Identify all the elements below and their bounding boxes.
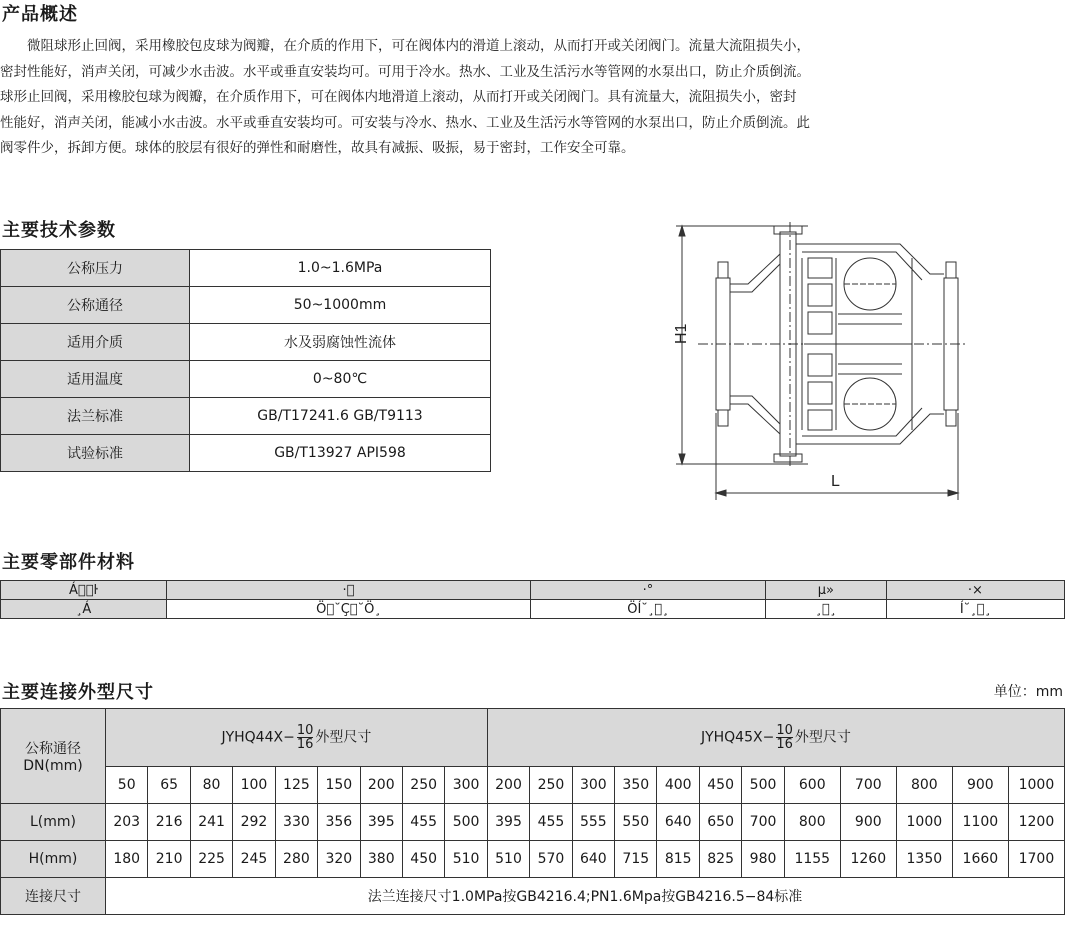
length-cell: 216 bbox=[148, 804, 190, 841]
overview-paragraph bbox=[0, 34, 1065, 162]
length-cell: 203 bbox=[106, 804, 148, 841]
group-model: JYHQ44X− bbox=[221, 729, 295, 746]
materials-header-row bbox=[1, 581, 1065, 600]
params-title: 主要技术参数 bbox=[2, 220, 116, 241]
fraction-denominator: 16 bbox=[296, 737, 314, 752]
length-cell: 800 bbox=[784, 804, 840, 841]
overview-line: 微阻球形止回阀，采用橡胶包皮球为阀瓣，在介质的作用下，可在阀体内的滑道上滚动，从而打开或关闭阀门。流量大流阻损失小， bbox=[0, 38, 810, 54]
overview-line: 球形止回阀，采用橡胶包球为阀瓣，在介质作用下，可在阀体内地滑道上滚动，从而打开或关闭阀门。具有流量大，流阻损失小，密封 bbox=[0, 89, 797, 105]
materials-title: 主要零部件材料 bbox=[2, 552, 135, 573]
height-row bbox=[1, 841, 1065, 878]
params-row bbox=[1, 398, 491, 435]
length-cell: 550 bbox=[615, 804, 657, 841]
materials-cell: Ö￿˘Ç￿˘Ö¸ bbox=[167, 600, 531, 619]
length-cell: 555 bbox=[572, 804, 614, 841]
dn-cell: 50 bbox=[106, 767, 148, 804]
height-row-label: H(mm) bbox=[1, 841, 106, 878]
height-cell: 210 bbox=[148, 841, 190, 878]
height-cell: 1700 bbox=[1008, 841, 1064, 878]
length-cell: 241 bbox=[190, 804, 232, 841]
params-row bbox=[1, 435, 491, 472]
length-cell: 900 bbox=[840, 804, 896, 841]
length-cell: 650 bbox=[699, 804, 741, 841]
dn-row bbox=[1, 767, 1065, 804]
connection-standard: 法兰连接尺寸1.0MPa按GB4216.4;PN1.6Mpa按GB4216.5−84标准 bbox=[106, 878, 1065, 915]
length-cell: 292 bbox=[233, 804, 275, 841]
connection-row-label: 连接尺寸 bbox=[1, 878, 106, 915]
param-key: 公称通径 bbox=[1, 287, 190, 324]
param-value: 50~1000mm bbox=[190, 287, 491, 324]
height-cell: 570 bbox=[530, 841, 572, 878]
height-cell: 815 bbox=[657, 841, 699, 878]
dn-cell: 200 bbox=[487, 767, 529, 804]
overview-line: 性能好，消声关闭，能减小水击波。水平或垂直安装均可。可安装与冷水、热水、工业及生活污水等管网的水泵出口，防止介质倒流。此 bbox=[0, 114, 810, 131]
length-cell: 1200 bbox=[1008, 804, 1064, 841]
dn-cell: 300 bbox=[445, 767, 487, 804]
length-row bbox=[1, 804, 1065, 841]
dims-corner-line: 公称通径 bbox=[25, 741, 81, 757]
dn-cell: 350 bbox=[615, 767, 657, 804]
materials-cell: ¸Á bbox=[1, 600, 167, 619]
valve-drawing bbox=[668, 218, 968, 503]
materials-cell: Í˘¸￿¸ bbox=[886, 600, 1064, 619]
length-cell: 395 bbox=[487, 804, 529, 841]
param-value: GB/T13927 API598 bbox=[190, 435, 491, 472]
length-cell: 500 bbox=[445, 804, 487, 841]
dims-title: 主要连接外型尺寸 bbox=[2, 682, 154, 703]
pressure-fraction bbox=[776, 724, 793, 751]
group-model: JYHQ45X− bbox=[700, 729, 775, 746]
dn-cell: 200 bbox=[360, 767, 402, 804]
dn-cell: 250 bbox=[402, 767, 444, 804]
height-cell: 380 bbox=[360, 841, 402, 878]
materials-header-cell: ·￿ bbox=[167, 581, 531, 600]
dims-group-row bbox=[1, 709, 1065, 767]
length-cell: 330 bbox=[275, 804, 317, 841]
height-cell: 510 bbox=[487, 841, 529, 878]
materials-cell: ¸￿¸ bbox=[765, 600, 886, 619]
length-cell: 640 bbox=[657, 804, 699, 841]
overview-title: 产品概述 bbox=[2, 4, 78, 25]
height-cell: 640 bbox=[572, 841, 614, 878]
dn-cell: 700 bbox=[840, 767, 896, 804]
height-cell: 1660 bbox=[952, 841, 1008, 878]
dn-cell: 80 bbox=[190, 767, 232, 804]
group-header-jyhq45x bbox=[487, 709, 1064, 767]
fraction-numerator: 10 bbox=[776, 723, 793, 738]
param-key: 法兰标准 bbox=[1, 398, 190, 435]
params-table bbox=[0, 249, 491, 472]
dims-corner-cell bbox=[1, 709, 106, 804]
height-cell: 245 bbox=[233, 841, 275, 878]
dimensions-table bbox=[0, 708, 1065, 915]
materials-cell: ÖÍ˘¸￿¸ bbox=[530, 600, 765, 619]
height-cell: 980 bbox=[742, 841, 784, 878]
length-cell: 356 bbox=[318, 804, 360, 841]
connection-row bbox=[1, 878, 1065, 915]
param-value: 0~80℃ bbox=[190, 361, 491, 398]
materials-table bbox=[0, 580, 1065, 619]
dn-cell: 400 bbox=[657, 767, 699, 804]
dn-cell: 250 bbox=[530, 767, 572, 804]
dn-cell: 450 bbox=[699, 767, 741, 804]
dn-cell: 800 bbox=[896, 767, 952, 804]
height-cell: 715 bbox=[615, 841, 657, 878]
dn-cell: 900 bbox=[952, 767, 1008, 804]
dn-cell: 300 bbox=[572, 767, 614, 804]
fraction-numerator: 10 bbox=[296, 723, 314, 738]
dimension-h1-label: H1 bbox=[673, 323, 690, 344]
length-cell: 395 bbox=[360, 804, 402, 841]
param-key: 试验标准 bbox=[1, 435, 190, 472]
param-key: 适用温度 bbox=[1, 361, 190, 398]
unit-label: 单位：mm bbox=[993, 684, 1063, 700]
materials-header-cell: ·× bbox=[886, 581, 1064, 600]
param-key: 公称压力 bbox=[1, 250, 190, 287]
dimension-l-label: L bbox=[831, 473, 840, 490]
height-cell: 1260 bbox=[840, 841, 896, 878]
param-value: 水及弱腐蚀性流体 bbox=[190, 324, 491, 361]
params-row bbox=[1, 324, 491, 361]
dn-cell: 65 bbox=[148, 767, 190, 804]
length-row-label: L(mm) bbox=[1, 804, 106, 841]
overview-line: 密封性能好，消声关闭，可减少水击波。水平或垂直安装均可。可用于冷水。热水、工业及生活污水等管网的水泵出口，防止介质倒流。 bbox=[0, 63, 810, 80]
dn-cell: 150 bbox=[318, 767, 360, 804]
group-suffix: 外型尺寸 bbox=[794, 729, 851, 746]
param-value: GB/T17241.6 GB/T9113 bbox=[190, 398, 491, 435]
height-cell: 280 bbox=[275, 841, 317, 878]
dims-corner-line: DN(mm) bbox=[23, 758, 83, 774]
params-row bbox=[1, 287, 491, 324]
dn-cell: 600 bbox=[784, 767, 840, 804]
param-key: 适用介质 bbox=[1, 324, 190, 361]
height-cell: 320 bbox=[318, 841, 360, 878]
dn-cell: 100 bbox=[233, 767, 275, 804]
height-cell: 1155 bbox=[784, 841, 840, 878]
height-cell: 180 bbox=[106, 841, 148, 878]
length-cell: 1100 bbox=[952, 804, 1008, 841]
height-cell: 450 bbox=[402, 841, 444, 878]
height-cell: 1350 bbox=[896, 841, 952, 878]
height-cell: 225 bbox=[190, 841, 232, 878]
overview-line: 阀零件少，拆卸方便。球体的胶层有很好的弹性和耐磨性，故具有减振、吸振，易于密封，工作安全可靠。 bbox=[0, 140, 635, 156]
materials-header-cell: µ» bbox=[765, 581, 886, 600]
materials-row bbox=[1, 600, 1065, 619]
group-suffix: 外型尺寸 bbox=[315, 729, 372, 746]
materials-header-cell: ·° bbox=[530, 581, 765, 600]
dn-cell: 125 bbox=[275, 767, 317, 804]
fraction-denominator: 16 bbox=[776, 737, 793, 752]
height-cell: 825 bbox=[699, 841, 741, 878]
length-cell: 1000 bbox=[896, 804, 952, 841]
param-value: 1.0~1.6MPa bbox=[190, 250, 491, 287]
length-cell: 455 bbox=[530, 804, 572, 841]
length-cell: 455 bbox=[402, 804, 444, 841]
dn-cell: 1000 bbox=[1008, 767, 1064, 804]
height-cell: 510 bbox=[445, 841, 487, 878]
length-cell: 700 bbox=[742, 804, 784, 841]
pressure-fraction bbox=[297, 724, 314, 751]
group-header-jyhq44x bbox=[106, 709, 488, 767]
params-row bbox=[1, 250, 491, 287]
dn-cell: 500 bbox=[742, 767, 784, 804]
materials-header-cell: Á￿￿ŀ bbox=[1, 581, 167, 600]
params-row bbox=[1, 361, 491, 398]
